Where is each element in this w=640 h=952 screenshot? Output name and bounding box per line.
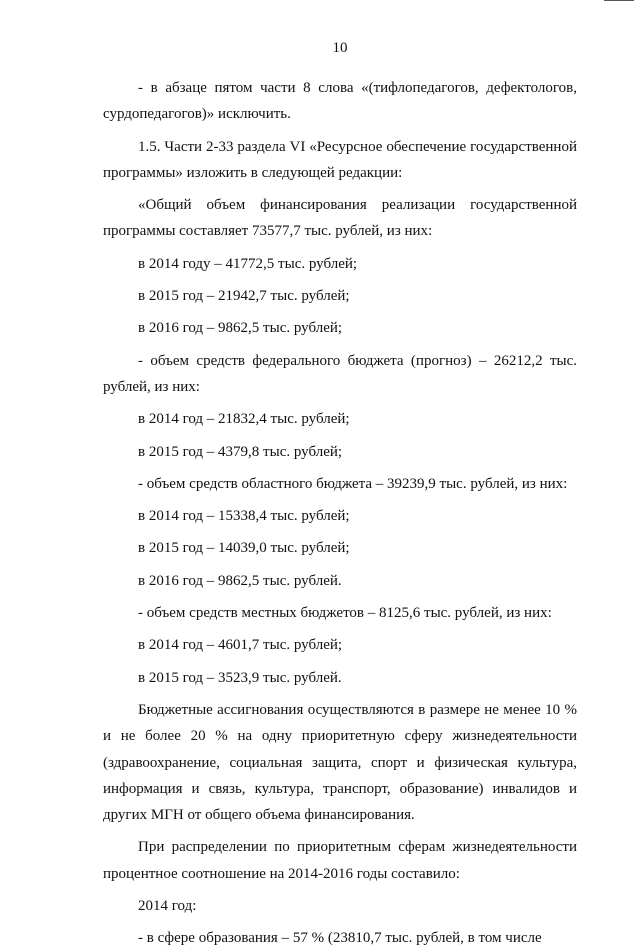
year-heading-2014: 2014 год: — [138, 898, 197, 915]
page-number: 10 — [332, 40, 348, 56]
list-item-federal-2015: в 2015 год – 4379,8 тыс. рублей; — [138, 443, 343, 460]
list-item-regional-2014: в 2014 год – 15338,4 тыс. рублей; — [138, 508, 350, 525]
list-item-total-2014: в 2014 году – 41772,5 тыс. рублей; — [138, 255, 358, 272]
list-item-regional-2015: в 2015 год – 14039,0 тыс. рублей; — [138, 540, 350, 557]
list-item-federal-2014: в 2014 год – 21832,4 тыс. рублей; — [138, 411, 350, 428]
corner-scan-mark — [604, 0, 634, 1]
paragraph-federal-budget: - объем средств федерального бюджета (прогноз) – 26212,2 тыс. рублей, из них: — [103, 352, 577, 395]
list-item-regional-2016: в 2016 год – 9862,5 тыс. рублей. — [138, 572, 342, 589]
paragraph-distribution: При распределении по приоритетным сферам жизнедеятельности процентное соотношение на 2014-2016 годы составило: — [103, 839, 577, 882]
list-item-local-2014: в 2014 год – 4601,7 тыс. рублей; — [138, 637, 343, 654]
document-body — [103, 75, 577, 952]
paragraph-budget-allocations: Бюджетные ассигнования осуществляются в размере не менее 10 % и не более 20 % на одну приоритетную сферу жизнедеятельности (здравоохранение, социальная защита, спорт и физическая культура, информация и связь, культура, транспорт, образование) инвалидов и других МГН от общего объема финансирования. — [103, 701, 577, 824]
paragraph-total-funding: «Общий объем финансирования реализации государственной программы составляет 73577,7 тыс. рублей, из них: — [103, 197, 577, 240]
paragraph-local-budgets: - объем средств местных бюджетов – 8125,6 тыс. рублей, из них: — [138, 605, 552, 622]
list-item-local-2015: в 2015 год – 3523,9 тыс. рублей. — [138, 669, 342, 686]
list-item-total-2015: в 2015 год – 21942,7 тыс. рублей; — [138, 288, 350, 305]
list-item-total-2016: в 2016 год – 9862,5 тыс. рублей; — [138, 320, 343, 337]
paragraph-education-share: - в сфере образования – 57 % (23810,7 тыс. рублей, в том числе — [138, 930, 542, 947]
paragraph-section-heading: 1.5. Части 2-33 раздела VI «Ресурсное обеспечение государственной программы» изложить в следующей редакции: — [103, 138, 577, 181]
paragraph-regional-budget: - объем средств областного бюджета – 39239,9 тыс. рублей, из них: — [138, 475, 568, 492]
paragraph-amendment-clause: - в абзаце пятом части 8 слова «(тифлопедагогов, дефектологов, сурдопедагогов)» исключить. — [103, 80, 577, 123]
